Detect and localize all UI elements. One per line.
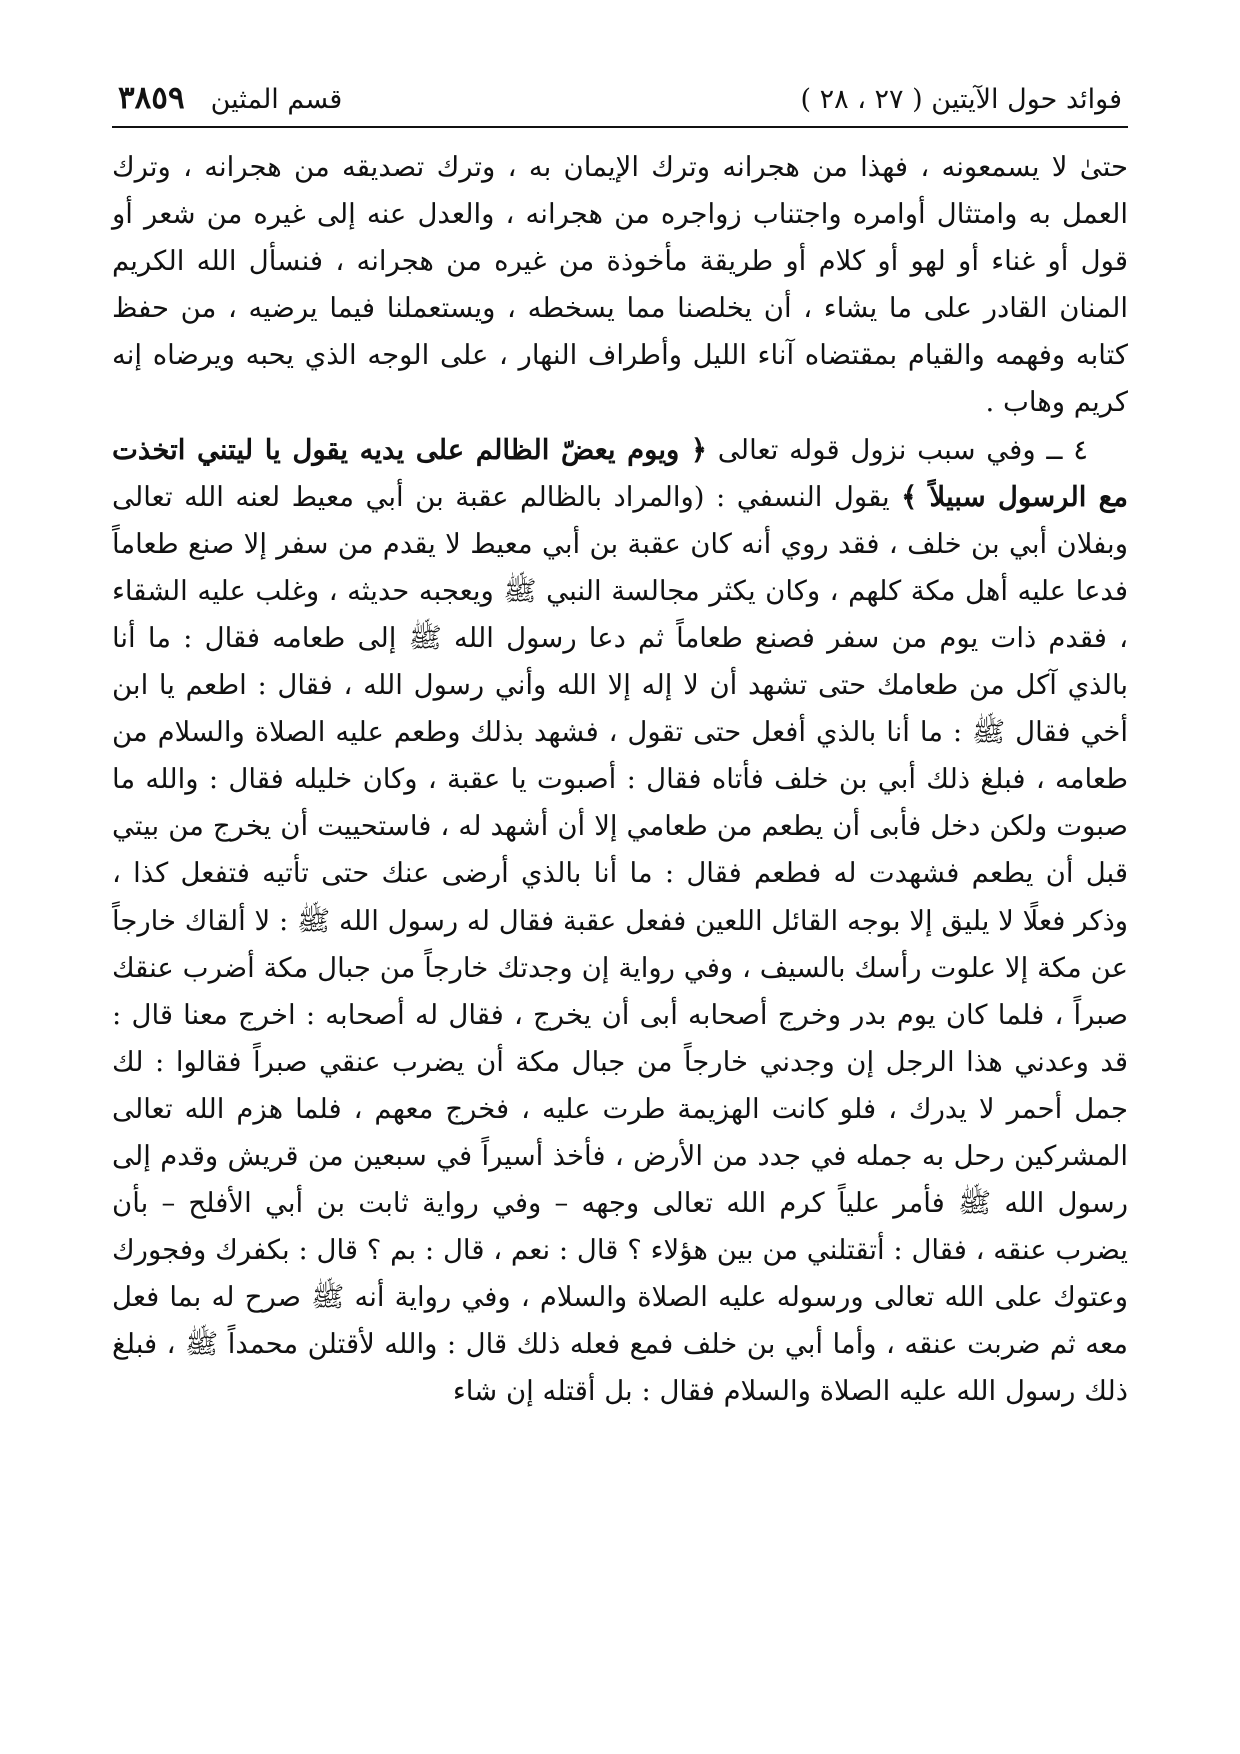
- paragraph-1: حتىٰ لا يسمعونه ، فهذا من هجرانه وترك الإيمان به ، وترك تصديقه من هجرانه ، وترك العمل به وامتثال أوامره واجتناب زواجره من هجرانه ، والعدل عنه إلى غيره من شعر أو قول أو غناء أو لهو أو كلام أو طريقة مأخوذة من غيره من هجرانه ، فنسأل الله الكريم المنان القادر على ما يشاء ، أن يخلصنا مما يسخطه ، ويستعملنا فيما يرضيه ، من حفظ كتابه وفهمه والقيام بمقتضاه آناء الليل وأطراف النهار ، على الوجه الذي يحبه ويرضاه إنه كريم وهاب .: [112, 151, 1128, 419]
- quran-verse: ﴿ ويوم يعضّ الظالم على يديه يقول يا ليتني اتخذت مع الرسول سبيلاً ﴾: [112, 433, 1129, 513]
- header-left-group: [118, 78, 342, 120]
- page-number: ٣٨٥٩: [118, 80, 185, 116]
- chapter-title: فوائد حول الآيتين ( ٢٧ ، ٢٨ ): [800, 84, 1122, 115]
- paragraph-2: [112, 427, 1128, 1416]
- paragraph-2-text: يقول النسفي : (والمراد بالظالم عقبة بن أبي معيط لعنه الله تعالى وبفلان أبي بن خلف ، فقد روي أنه كان عقبة بن أبي معيط لا يقدم من سفر إلا صنع طعاماً فدعا عليه أهل مكة كلهم ، وكان يكثر مجالسة النبي ﷺ ويعجبه حديثه ، وغلب عليه الشقاء ، فقدم ذات يوم من سفر فصنع طعاماً ثم دعا رسول الله ﷺ إلى طعامه فقال : ما أنا بالذي آكل من طعامك حتى تشهد أن لا إله إلا الله وأني رسول الله ، فقال : اطعم يا ابن أخي فقال ﷺ : ما أنا بالذي أفعل حتى تقول ، فشهد بذلك وطعم عليه الصلاة والسلام من طعامه ، فبلغ ذلك أبي بن خلف فأتاه فقال : أصبوت يا عقبة ، وكان خليله فقال : والله ما صبوت ولكن دخل فأبى أن يطعم من طعامي إلا أن أشهد له ، فاستحييت أن يخرج من بيتي قبل أن يطعم فشهدت له فطعم فقال : ما أنا بالذي أرضى عنك حتى تأتيه فتفعل كذا ، وذكر فعلًا لا يليق إلا بوجه القائل اللعين ففعل عقبة فقال له رسول الله ﷺ : لا ألقاك خارجاً عن مكة إلا علوت رأسك بالسيف ، وفي رواية إن وجدتك خارجاً من جبال مكة أضرب عنقك صبراً ، فلما كان يوم بدر وخرج أصحابه أبى أن يخرج ، فقال له أصحابه : اخرج معنا قال : قد وعدني هذا الرجل إن وجدني خارجاً من جبال مكة أن يضرب عنقي صبراً فقالوا : لك جمل أحمر لا يدرك ، فلو كانت الهزيمة طرت عليه ، فخرج معهم ، فلما هزم الله تعالى المشركين رحل به جمله في جدد من الأرض ، فأخذ أسيراً في سبعين من قريش وقدم إلى رسول الله ﷺ فأمر علياً كرم الله تعالى وجهه – وفي رواية ثابت بن أبي الأفلح – بأن يضرب عنقه ، فقال : أتقتلني من بين هؤلاء ؟ قال : نعم ، قال : بم ؟ قال : بكفرك وفجورك وعتوك على الله تعالى ورسوله عليه الصلاة والسلام ، وفي رواية أنه ﷺ صرح له بما فعل معه ثم ضربت عنقه ، وأما أبي بن خلف فمع فعله ذلك قال : والله لأقتلن محمداً ﷺ ، فبلغ ذلك رسول الله عليه الصلاة والسلام فقال : بل أقتله إن شاء: [112, 480, 1128, 1408]
- section-title: قسم المثين: [210, 84, 343, 115]
- page-body: [112, 144, 1128, 1416]
- paragraph-2-intro: ٤ ــ وفي سبب نزول قوله تعالى: [717, 433, 1088, 466]
- running-header: [112, 78, 1128, 128]
